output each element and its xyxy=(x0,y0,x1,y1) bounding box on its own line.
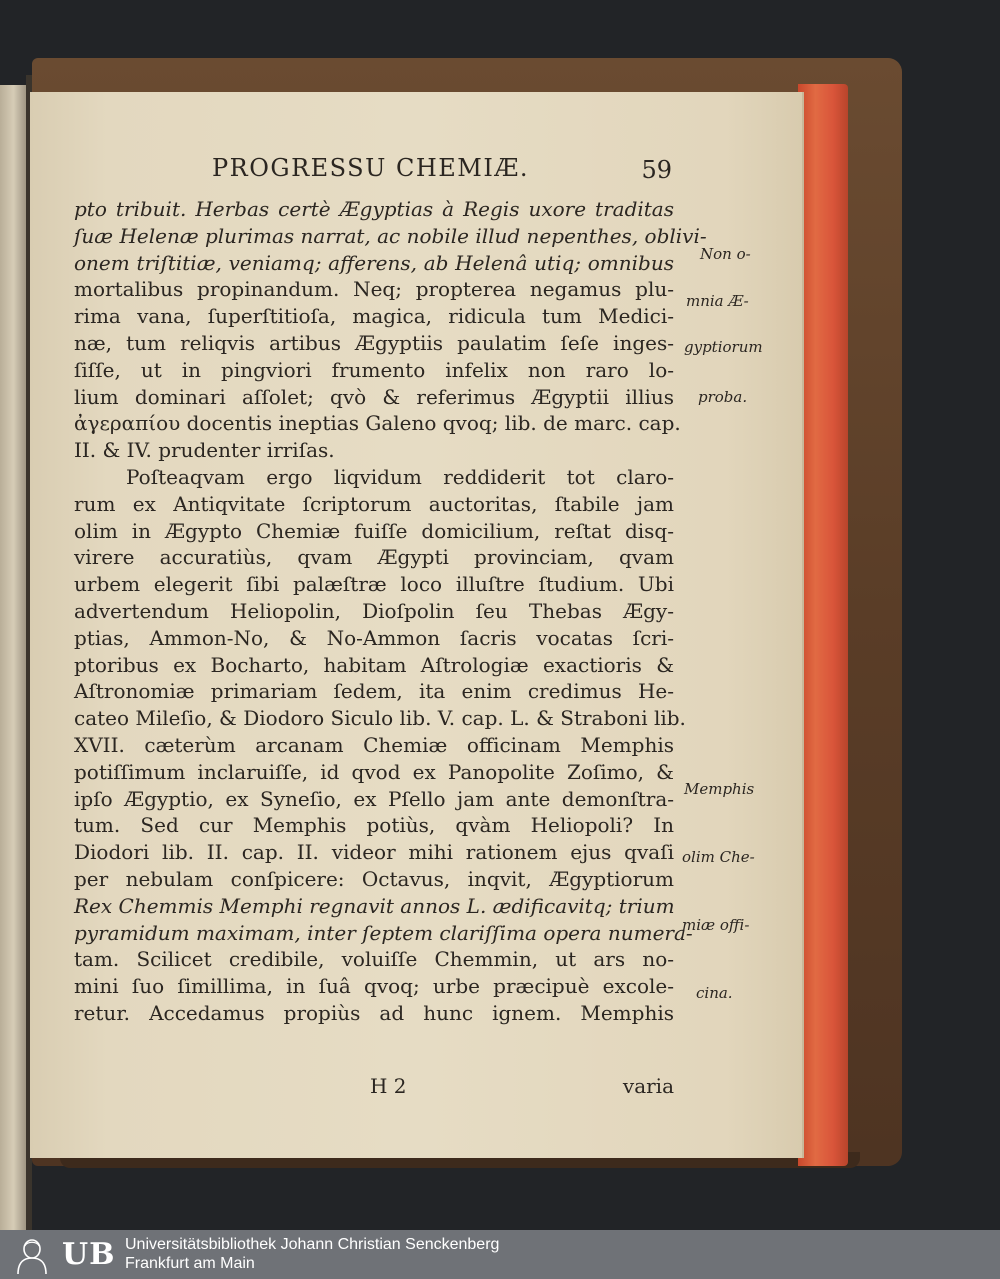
margin-note: proba. xyxy=(698,388,748,406)
text-line: urbem elegerit ſibi palæſtræ loco illuſtre ſtudium. Ubi xyxy=(74,572,674,597)
signature-mark: H 2 xyxy=(370,1074,407,1098)
page-number: 59 xyxy=(641,156,672,184)
catchword: varia xyxy=(622,1074,674,1098)
margin-note: mnia Æ- xyxy=(686,292,749,310)
margin-note: miæ offi- xyxy=(682,916,750,934)
text-line: Poſteaqvam ergo liqvidum reddiderit tot claro- xyxy=(126,464,674,489)
running-head-title: PROGRESSU CHEMIÆ. xyxy=(212,154,529,182)
library-name xyxy=(125,1235,499,1273)
text-line: cateo Mileſio, & Diodoro Siculo lib. V. cap. L. & Straboni lib. xyxy=(74,706,686,731)
text-line: potiſſimum inclaruiſſe, id qvod ex Panopolite Zoſimo, & xyxy=(74,759,674,784)
text-line: ipſo Ægyptio, ex Syneſio, ex Pſello jam ante demonſtra- xyxy=(74,786,674,811)
margin-note: gyptiorum xyxy=(684,338,763,356)
text-line: næ, tum reliqvis artibus Ægyptiis paulatim ſeſe inges- xyxy=(74,330,674,355)
text-line: olim in Ægypto Chemiæ fuiſſe domicilium, reſtat disq- xyxy=(74,518,674,543)
body-text xyxy=(74,196,707,1027)
text-line: ſuæ Helenæ plurimas narrat, ac nobile illud nepenthes, oblivi- xyxy=(74,223,707,248)
text-line: onem triſtitiæ, veniamq; afferens, ab Helenâ utiq; omnibus xyxy=(74,250,674,275)
text-line: pyramidum maximam, inter ſeptem clariſſima opera numera- xyxy=(74,920,693,945)
library-name-line1: Universitätsbibliothek Johann Christian Senckenberg xyxy=(125,1236,500,1253)
running-head xyxy=(212,150,672,190)
text-line: Aſtronomiæ primariam ſedem, ita enim credimus He- xyxy=(74,679,674,704)
library-name-line2: Frankfurt am Main xyxy=(125,1255,255,1272)
text-line: ptoribus ex Bocharto, habitam Aſtrologiæ exactioris & xyxy=(74,652,674,677)
library-banner xyxy=(0,1230,1000,1279)
text-line: ptias, Ammon-No, & No-Ammon ſacris vocatas ſcri- xyxy=(74,625,674,650)
margin-note: olim Che- xyxy=(682,848,755,866)
text-line: Rex Chemmis Memphi regnavit annos L. ædificavitq; trium xyxy=(74,893,675,918)
text-line: rum ex Antiqvitate ſcriptorum auctoritas, ſtabile jam xyxy=(74,491,674,516)
ub-logo-text: UB xyxy=(62,1237,116,1272)
text-line: virere accuratiùs, qvam Ægypti provinciam, qvam xyxy=(74,545,674,570)
margin-note: cina. xyxy=(696,984,733,1002)
margin-note: Non o- xyxy=(700,245,751,263)
text-line: mortalibus propinandum. Neq; propterea negamus plu- xyxy=(74,277,674,302)
text-line: advertendum Heliopolin, Dioſpolin ſeu Thebas Ægy- xyxy=(74,598,674,623)
text-line: lium dominari aſſolet; qvò & referimus Ægyptii illius xyxy=(74,384,674,409)
red-page-edges xyxy=(798,84,848,1166)
ub-logo[interactable] xyxy=(4,1234,116,1275)
senckenberg-bust-icon xyxy=(10,1238,56,1274)
text-line: XVII. cæterùm arcanam Chemiæ officinam Memphis xyxy=(74,732,674,757)
text-line: II. & IV. prudenter irriſas. xyxy=(74,438,335,463)
text-line: rima vana, ſuperſtitioſa, magica, ridicula tum Medici- xyxy=(74,304,674,329)
text-line: tum. Sed cur Memphis potiùs, qvàm Heliopoli? In xyxy=(74,813,674,838)
text-line: pto tribuit. Herbas certè Ægyptias à Regis uxore traditas xyxy=(74,197,674,221)
text-line: ἀγεραπίου docentis ineptias Galeno qvoq; lib. de marc. cap. xyxy=(74,411,681,436)
text-line: per nebulam conſpicere: Octavus, inqvit, Ægyptiorum xyxy=(74,866,674,891)
text-line: ſiſſe, ut in pingviori frumento infelix non raro lo- xyxy=(74,357,674,382)
text-line: tam. Scilicet credibile, voluiſſe Chemmin, ut ars no- xyxy=(74,947,674,972)
text-line: retur. Accedamus propiùs ad hunc ignem. Memphis xyxy=(74,1000,674,1025)
margin-note: Memphis xyxy=(684,780,755,798)
text-line: Diodori lib. II. cap. II. videor mihi rationem ejus qvaſi xyxy=(74,840,674,865)
text-line: mini ſuo ſimillima, in ſuâ qvoq; urbe præcipuè excole- xyxy=(74,974,674,999)
page-footer xyxy=(74,1074,674,1102)
